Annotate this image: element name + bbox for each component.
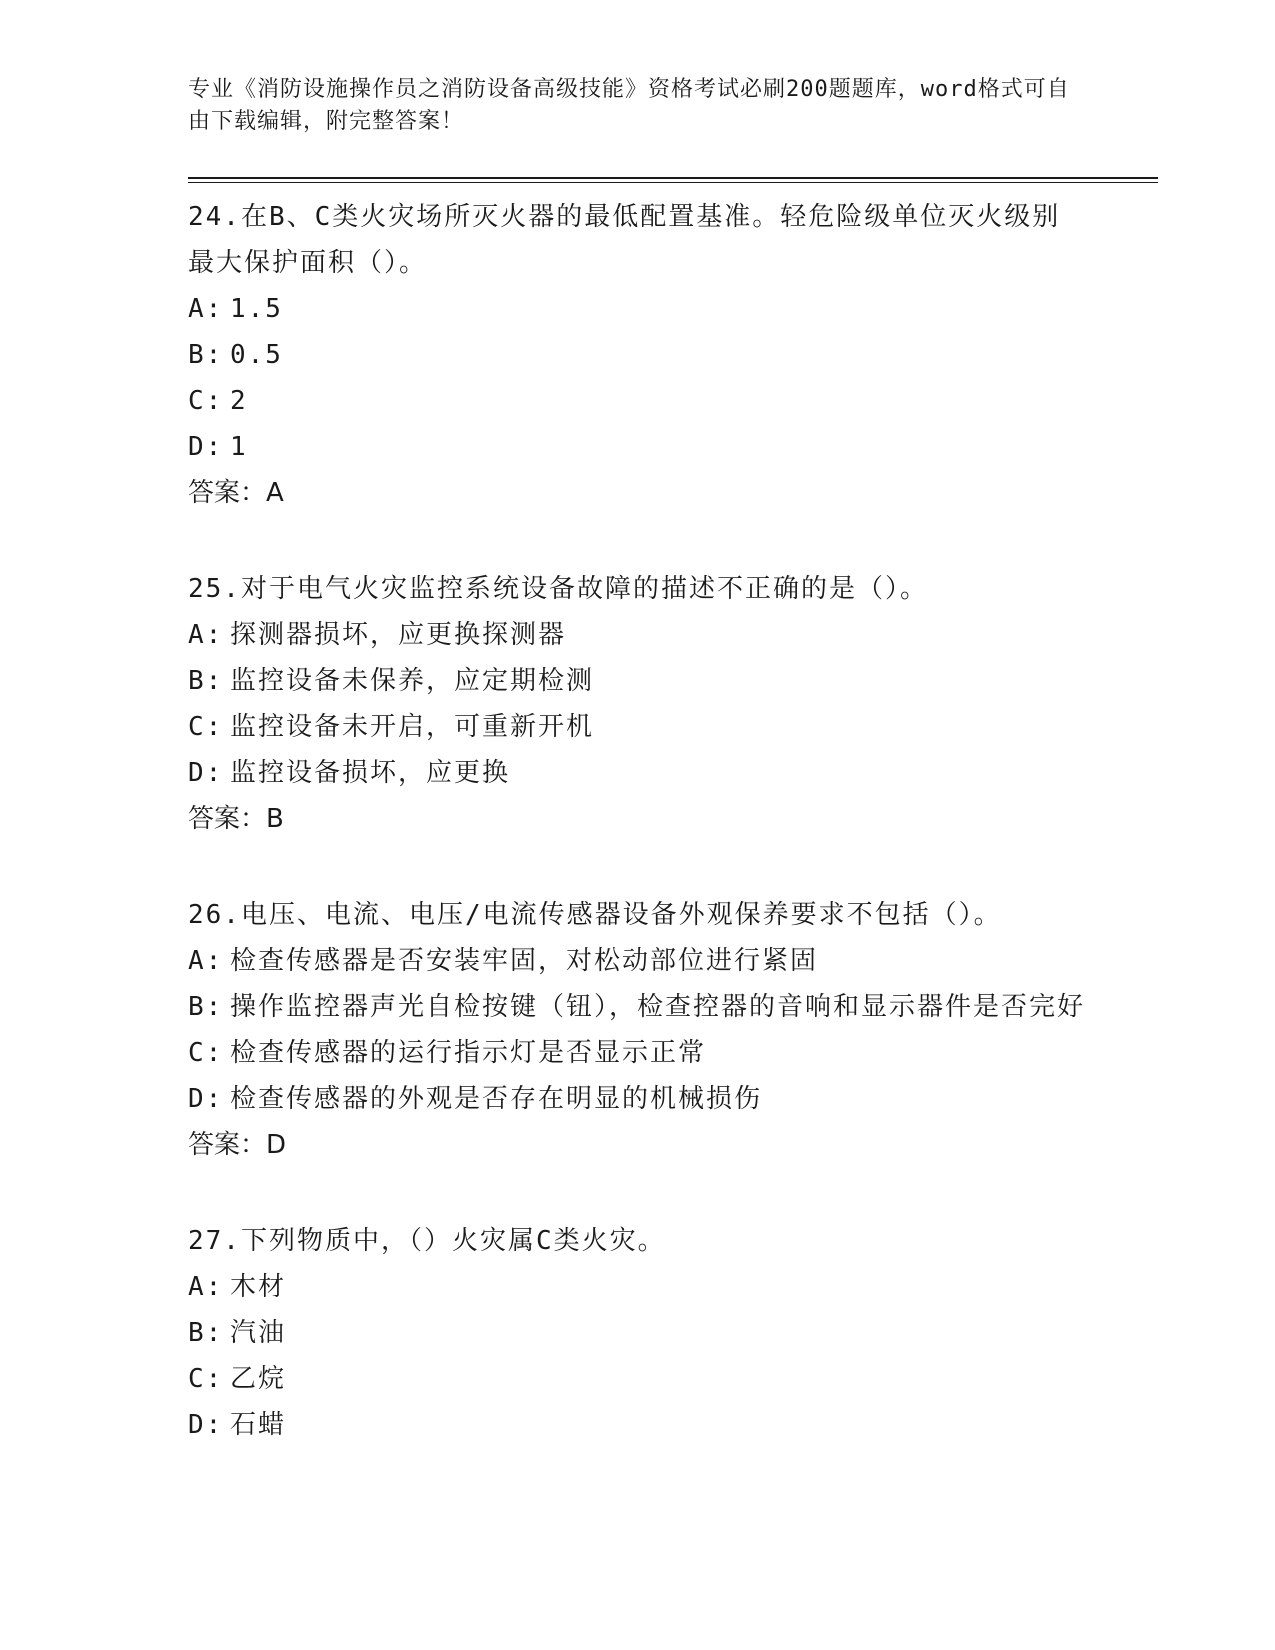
option-a [188,938,1088,984]
question-stem: 24.在B、C类火灾场所灭火器的最低配置基准。轻危险级单位灭火级别最大保护面积（）。 [188,202,1061,278]
option-letter: D: [188,432,224,462]
option-text: 操作监控器声光自检按键（钮），检查控器的音响和显示器件是否完好 [230,992,1086,1022]
option-letter: D: [188,1410,224,1440]
option-letter: B: [188,992,224,1022]
option-text: 石蜡 [230,1410,287,1440]
answer-value: B [266,804,284,834]
option-text: 2 [230,386,248,416]
question-stem: 26.电压、电流、电压/电流传感器设备外观保养要求不包括（）。 [188,900,1002,930]
option-letter: B: [188,666,224,696]
answer-label: 答案： [188,804,267,834]
question-27 [188,1214,1088,1448]
option-d [188,750,1088,796]
option-a [188,1264,1088,1310]
option-letter: A: [188,1272,224,1302]
option-b [188,332,1088,378]
option-text: 检查传感器的运行指示灯是否显示正常 [230,1038,707,1068]
option-d [188,1076,1088,1122]
answer-line [188,470,1088,516]
option-letter: B: [188,1318,224,1348]
question-stem: 27.下列物质中，（）火灾属C类火灾。 [188,1226,666,1256]
option-letter: A: [188,946,224,976]
option-text: 监控设备损坏，应更换 [230,758,511,788]
header-divider-thin [188,182,1158,183]
question-24 [188,190,1088,516]
option-letter: B: [188,340,224,370]
question-list [188,190,1088,1448]
option-c [188,1356,1088,1402]
option-text: 汽油 [230,1318,287,1348]
option-text: 乙烷 [230,1364,287,1394]
option-c [188,704,1088,750]
option-letter: C: [188,386,224,416]
option-text: 木材 [230,1272,287,1302]
option-letter: A: [188,294,224,324]
answer-value: D [266,1130,287,1160]
option-a [188,286,1088,332]
option-text: 监控设备未开启，可重新开机 [230,712,595,742]
option-text: 检查传感器是否安装牢固，对松动部位进行紧固 [230,946,819,976]
option-letter: D: [188,1084,224,1114]
option-letter: C: [188,712,224,742]
option-text: 检查传感器的外观是否存在明显的机械损伤 [230,1084,763,1114]
answer-label: 答案： [188,478,267,508]
option-text: 1 [230,432,248,462]
option-letter: C: [188,1364,224,1394]
question-stem: 25.对于电气火灾监控系统设备故障的描述不正确的是（）。 [188,574,928,604]
answer-label: 答案： [188,1130,267,1160]
answer-line [188,796,1088,842]
answer-line [188,1122,1088,1168]
option-letter: C: [188,1038,224,1068]
option-a [188,612,1088,658]
option-d [188,1402,1088,1448]
option-text: 探测器损坏，应更换探测器 [230,620,567,650]
option-b [188,1310,1088,1356]
answer-value: A [266,478,284,508]
option-c [188,1030,1088,1076]
option-c [188,378,1088,424]
option-d [188,424,1088,470]
option-letter: A: [188,620,224,650]
option-text: 0.5 [230,340,283,370]
option-b [188,658,1088,704]
question-26 [188,888,1088,1168]
option-letter: D: [188,758,224,788]
document-header: 专业《消防设施操作员之消防设备高级技能》资格考试必刷200题题库，word格式可自由下载编辑，附完整答案！ [188,77,1070,134]
option-text: 1.5 [230,294,283,324]
option-text: 监控设备未保养，应定期检测 [230,666,595,696]
question-25 [188,562,1088,842]
option-b [188,984,1088,1030]
header-divider-thick [188,177,1158,179]
